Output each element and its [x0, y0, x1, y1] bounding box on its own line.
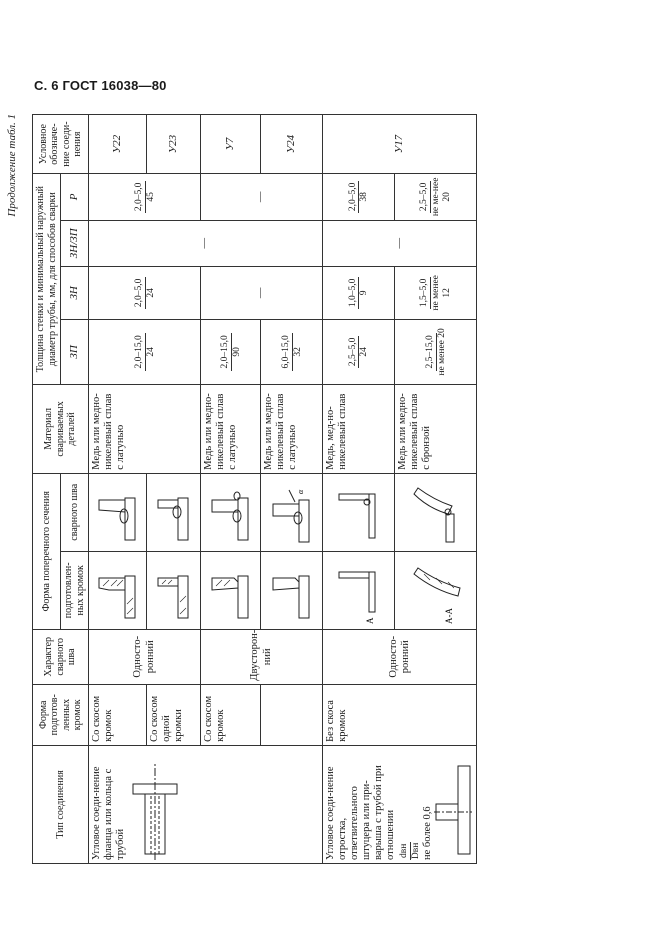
rotated-table-page: [6, 64, 612, 864]
zn-fraction: 2,0–5,0 24: [133, 278, 156, 308]
material-cell: Медь или медно-никелевый сплав с латунью: [201, 385, 261, 474]
material-cell: Медь или медно-никелевый сплав с латунью: [89, 385, 201, 474]
weld-seam-icon: [95, 488, 141, 548]
designation-cell: У22: [89, 115, 147, 174]
designation-cell: У24: [261, 115, 323, 174]
double-bevel-edge-icon: [269, 566, 315, 626]
zn-cell: [323, 266, 395, 319]
zp-fraction: 2,0–15,0 90: [219, 335, 242, 369]
col-material: Материал свариваемых деталей: [33, 385, 89, 474]
section-aa-label: А-А: [443, 607, 454, 624]
continuation-note: Продолжение табл. 1: [6, 114, 18, 217]
weld-seam-drawing-cell: [323, 473, 395, 551]
col-joint-type: Тип соединения: [33, 745, 89, 863]
curved-weld-seam-icon: [408, 484, 464, 548]
zp-fraction: 2,5–15,0 не менее 20: [424, 328, 447, 376]
joint-label: Угловое соеди-нение отростка, ответвительного штуцера или при-варыша с трубой при отношении: [325, 765, 397, 860]
ratio-fraction: dвн Dвн: [399, 842, 422, 860]
joint-cell: [323, 745, 477, 863]
prepared-edge-drawing-cell: [323, 551, 395, 629]
prepared-edge-drawing-cell: [201, 551, 261, 629]
r-fraction: 2,0–5,0 38: [347, 182, 370, 212]
weld-seam-with-angle-icon: [269, 484, 315, 548]
material-cell: Медь или медно-никелевый сплав с бронзой: [394, 385, 476, 474]
weld-seam-icon: [208, 488, 254, 548]
zp-cell: [394, 319, 476, 384]
weld-seam-drawing-cell: [147, 473, 201, 551]
r-cell: [323, 174, 395, 220]
zn-cell: —: [201, 266, 323, 319]
section-a-label: А: [365, 617, 376, 624]
prepared-edge-drawing-cell: [147, 551, 201, 629]
single-bevel-edge-icon: [154, 566, 194, 626]
zp-cell: [323, 319, 395, 384]
col-zp: ЗП: [61, 319, 89, 384]
col-r: Р: [61, 174, 89, 220]
edge-cell: Со скосом одной кромки: [147, 684, 201, 745]
r-cell: [394, 174, 476, 220]
col-edge-shape: Форма подготов-ленных кромок: [33, 684, 89, 745]
edge-cell: [261, 684, 323, 745]
designation-cell: У7: [201, 115, 261, 174]
prepared-edge-drawing-cell: [261, 551, 323, 629]
prepared-edge-drawing-cell: [394, 551, 476, 629]
material-cell: Медь или медно-никелевый сплав с латунью: [261, 385, 323, 474]
r-cell: [89, 174, 201, 220]
edge-cell: Со скосом кромок: [201, 684, 261, 745]
curved-edge-icon: [408, 562, 464, 626]
joint-label: Угловое соеди-нение фланца или кольца с трубой: [91, 766, 127, 860]
table-row: [323, 115, 395, 864]
col-znzp: ЗН/ЗП: [61, 220, 89, 266]
zp-fraction: 2,0–15,0 24: [133, 335, 156, 369]
character-cell: Односто-ронний: [89, 629, 201, 684]
zn-cell: [89, 266, 201, 319]
zn-cell: [394, 266, 476, 319]
weld-seam-drawing-cell: [394, 473, 476, 551]
weld-seam-icon: [154, 488, 194, 548]
page-header: С. 6 ГОСТ 16038—80: [34, 78, 167, 93]
col-weld-character: Характер сварного шва: [33, 629, 89, 684]
designation-cell: У23: [147, 115, 201, 174]
col-cross-section: Форма поперечного сечения: [33, 473, 61, 629]
edge-cell: Без скоса кромок: [323, 684, 477, 745]
branch-joint-drawing: [434, 760, 474, 860]
col-designation: Условное обозначе-ние соеди-нения: [33, 115, 89, 174]
zp-cell: [261, 319, 323, 384]
angle-label: α: [295, 489, 305, 494]
weld-seam-drawing-cell: [261, 473, 323, 551]
edge-cell: Со скосом кромок: [89, 684, 147, 745]
prepared-edge-drawing-cell: [89, 551, 147, 629]
zp-cell: [201, 319, 261, 384]
joint-table: [32, 114, 477, 864]
flange-joint-drawing: [127, 760, 179, 860]
designation-cell: У17: [323, 115, 477, 174]
zp-fraction: 2,5–5,0 24: [347, 337, 370, 367]
r-fraction: 2,5–5,0 не ме-нее 20: [419, 177, 453, 217]
col-thickness: Толщина стенки и минимальный наружный диаметр трубы, мм, для способов сварки: [33, 174, 61, 385]
zn-fraction: 1,5–5,0 не менее 12: [419, 275, 453, 311]
weld-seam-icon: [333, 484, 383, 548]
ratio-tail: не более 0,6: [422, 806, 434, 860]
bevel-edge-icon: [95, 566, 141, 626]
table-row: [89, 115, 147, 864]
r-cell: —: [201, 174, 323, 220]
weld-seam-drawing-cell: [89, 473, 147, 551]
double-bevel-edge-icon: [208, 566, 254, 626]
material-cell: Медь, мед-но-никелевый сплав: [323, 385, 395, 474]
square-edge-icon: [333, 562, 383, 626]
znzp-cell: —: [323, 220, 477, 266]
col-weld-seam: сварного шва: [61, 473, 89, 551]
zp-fraction: 6,0–15,0 32: [280, 335, 303, 369]
character-cell: Односто-ронний: [323, 629, 477, 684]
weld-seam-drawing-cell: [201, 473, 261, 551]
character-cell: Двусторон-ний: [201, 629, 323, 684]
zn-fraction: 1,0–5,0 9: [347, 278, 370, 308]
col-prepared-edges: подготовлен-ных кромок: [61, 551, 89, 629]
joint-cell: [89, 745, 323, 863]
ratio-block: [399, 749, 422, 860]
r-fraction: 2,0–5,0 45: [133, 182, 156, 212]
znzp-cell: —: [89, 220, 323, 266]
zp-cell: [89, 319, 201, 384]
header-row-1: [33, 115, 61, 864]
col-zn: ЗН: [61, 266, 89, 319]
